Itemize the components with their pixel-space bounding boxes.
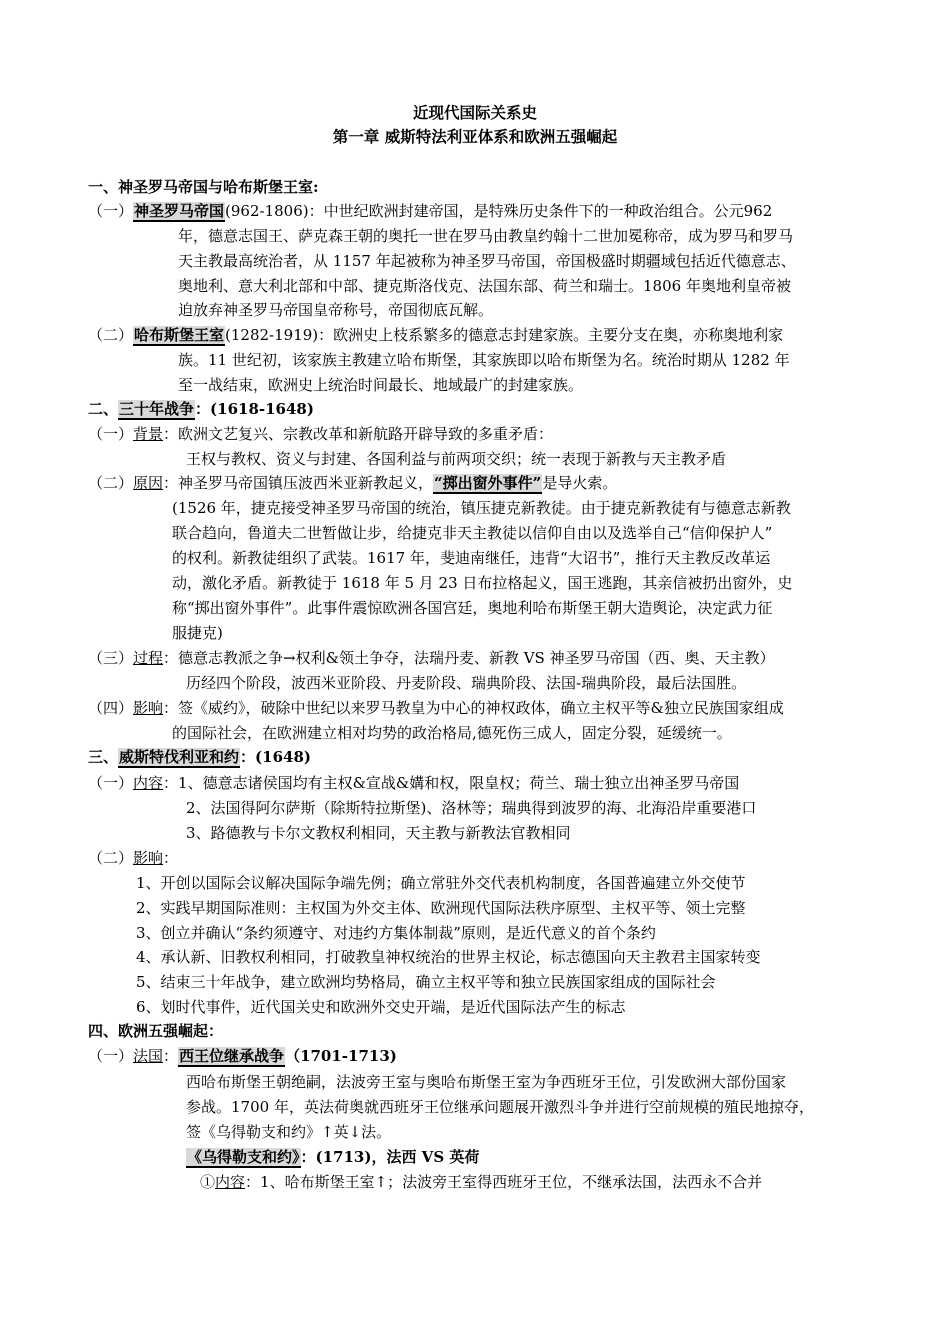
s3-p2-colon: ： [163,849,179,867]
s3-p1-line1 [88,772,739,794]
s2-p1-line1 [88,423,553,445]
s4-treaty-term: 《乌得勒支和约》 [187,1148,300,1166]
s4-treaty-line [186,1146,479,1168]
s4-content-label: 内容 [215,1173,246,1191]
s2-p2-line3: 联合趋向，鲁道夫二世暂做让步，给捷克非天主教徒以信仰自由以及选举自己“信仰保护人” [172,524,773,542]
s3-p2-item: 6、划时代事件，近代国关史和欧洲外交史开端，是近代国际法产生的标志 [136,998,626,1016]
s2-heading-pre: 二、 [88,400,119,418]
s3-p2-num: （二） [88,849,134,867]
section-4-heading: 四、欧洲五强崛起： [88,1022,224,1040]
s4-treaty-text: ：(1713)，法西 VS 英荷 [300,1148,480,1166]
s2-p4-num: （四） [88,699,134,717]
s2-p4-line1 [88,697,784,719]
s2-p2-line6: 称“掷出窗外事件”。此事件震惊欧洲各国宫廷，奥地利哈布斯堡王朝大造舆论，决定武力征 [172,599,773,617]
s1-p1-num: （一） [88,202,134,220]
chapter-title: 第一章 威斯特法利亚体系和欧洲五强崛起 [332,127,618,146]
s1-p1-line1 [88,200,772,222]
s4-p1-line2: 西哈布斯堡王朝绝嗣，法波旁王室与奥哈布斯堡王室为争西班牙王位，引发欧洲大部份国家 [186,1073,787,1091]
s2-heading-term: 三十年战争 [119,400,195,418]
s2-p4-line2: 的国际社会，在欧洲建立相对均势的政治格局,德死伤三成人，固定分裂，延缓统一。 [172,724,732,742]
s2-heading-post: ：(1618-1648) [195,400,314,418]
s3-p2-item: 1、开创以国际会议解决国际争端先例；确立常驻外交代表机构制度，各国普遍建立外交使节 [136,874,746,892]
s4-p1-line3: 参战。1700 年，英法荷奥就西班牙王位继承问题展开激烈斗争并进行空前规模的殖民地掠夺， [186,1098,814,1116]
document-title: 近现代国际关系史 [412,103,537,122]
s2-p4-label: 影响 [133,699,164,717]
section-2-heading [88,398,314,420]
s2-p3-line1 [88,647,775,669]
s1-p1-text: (962-1806)：中世纪欧洲封建帝国，是特殊历史条件下的一种政治组合。公元962 [225,202,773,220]
s3-heading-pre: 三、 [88,748,119,766]
s2-p2-label: 原因 [133,474,164,492]
s1-p1-line5: 迫放弃神圣罗马帝国皇帝称号，帝国彻底瓦解。 [178,301,494,319]
s3-p2-label: 影响 [133,849,164,867]
s4-p1-label: 法国 [133,1047,164,1065]
s4-p1-colon: ： [163,1047,179,1065]
s1-p2-num: （二） [88,326,134,344]
s3-p2-item: 2、实践早期国际准则：主权国为外交主体、欧洲现代国际法秩序原型、主权平等、领土完整 [136,899,746,917]
s3-p1-text: ：1、德意志诸侯国均有主权&宣战&媾和权，限皇权；荷兰、瑞士独立出神圣罗马帝国 [163,774,740,792]
s4-content-text: ：1、哈布斯堡王室↑；法波旁王室得西班牙王位，不继承法国，法西永不合并 [245,1173,763,1191]
s4-content-line [200,1171,762,1193]
s1-p2-term: 哈布斯堡王室 [134,326,225,344]
s3-p1-line2: 2、法国得阿尔萨斯（除斯特拉斯堡)、洛林等；瑞典得到波罗的海、北海沿岸重要港口 [186,799,757,817]
s2-p2-num: （二） [88,474,134,492]
s4-p1-term: 西王位继承战争 [179,1047,285,1065]
section-3-heading [88,746,311,768]
s1-p2-line3: 至一战结束，欧洲史上统治时间最长、地域最广的封建家族。 [178,376,584,394]
s1-p2-line2: 族。11 世纪初，该家族主教建立哈布斯堡，其家族即以哈布斯堡为名。统治时期从 1282 年 [178,351,790,369]
s2-p4-text: ：签《威约》，破除中世纪以来罗马教皇为中心的神权政体，确立主权平等&独立民族国家组成 [163,699,784,717]
s4-p1-line4: 签《乌得勒支和约》↑英↓法。 [186,1123,392,1141]
s1-p2-text: (1282-1919)：欧洲史上枝系繁多的德意志封建家族。主要分支在奥，亦称奥地利家 [225,326,784,344]
s3-p2-item: 4、承认新、旧教权利相同，打破教皇神权统治的世界主权论，标志德国向天主教君主国家转变 [136,948,761,966]
s2-p2-line4: 的权利。新教徒组织了武装。1617 年，斐迪南继任，违背“大诏书”，推行天主教反改革运 [172,549,771,567]
s2-p2-line5: 动，激化矛盾。新教徒于 1618 年 5 月 23 日布拉格起义，国王逃跑，其亲信被扔出窗外，史 [172,574,793,592]
s1-p1-term: 神圣罗马帝国 [134,202,225,220]
s3-p2-line1 [88,847,178,869]
s2-p1-line2: 王权与教权、资义与封建、各国利益与前两项交织；统一表现于新教与天主教矛盾 [186,450,727,468]
s4-p1-num: （一） [88,1047,134,1065]
s1-p1-line3: 天主教最高统治者，从 1157 年起被称为神圣罗马帝国，帝国极盛时期疆域包括近代德意志、 [178,252,796,270]
s2-p3-line2: 历经四个阶段，波西米亚阶段、丹麦阶段、瑞典阶段、法国-瑞典阶段，最后法国胜。 [186,674,747,692]
s2-p3-num: （三） [88,649,134,667]
s2-p2-line2: (1526 年，捷克接受神圣罗马帝国的统治，镇压捷克新教徒。由于捷克新教徒有与德意志新教 [172,499,791,517]
s2-p2-text-a: ：神圣罗马帝国镇压波西米亚新教起义， [163,474,434,492]
s1-p1-line2: 年，德意志国王、萨克森王朝的奥托一世在罗马由教皇约翰十二世加冕称帝，成为罗马和罗马 [178,227,794,245]
s2-p3-label: 过程 [133,649,164,667]
s2-p2-line1 [88,472,617,494]
s3-p1-line3: 3、路德教与卡尔文教权利相同，天主教与新教法官教相同 [186,824,571,842]
s3-heading-term: 威斯特伐利亚和约 [119,748,240,766]
s3-p1-label: 内容 [133,774,164,792]
s1-p2-line1 [88,324,783,346]
s2-p1-num: （一） [88,425,134,443]
s1-p1-line4: 奥地利、意大利北部和中部、捷克斯洛伐克、法国东部、荷兰和瑞士。1806 年奥地利皇帝被 [178,277,791,295]
s4-content-num: ① [200,1173,216,1191]
s3-p1-num: （一） [88,774,134,792]
s3-p2-item: 3、创立并确认“条约须遵守、对违约方集体制裁”原则，是近代意义的首个条约 [136,924,656,942]
s2-p2-line7: 服捷克) [172,624,223,642]
s3-p2-item: 5、结束三十年战争，建立欧洲均势格局，确立主权平等和独立民族国家组成的国际社会 [136,973,716,991]
section-1-heading: 一、神圣罗马帝国与哈布斯堡王室: [88,178,319,196]
s2-p1-text: ：欧洲文艺复兴、宗教改革和新航路开辟导致的多重矛盾： [163,425,554,443]
s4-p1-line1 [88,1045,397,1067]
s3-heading-post: ：(1648) [240,748,311,766]
s2-p2-term: “掷出窗外事件” [434,474,542,492]
s4-p1-years: （1701-1713) [285,1047,397,1065]
s2-p3-text: ：德意志教派之争→权利&领土争夺，法瑞丹麦、新教 VS 神圣罗马帝国（西、奥、天主教） [163,649,775,667]
s2-p1-label: 背景 [133,425,164,443]
s2-p2-text-b: 是导火索。 [542,474,618,492]
